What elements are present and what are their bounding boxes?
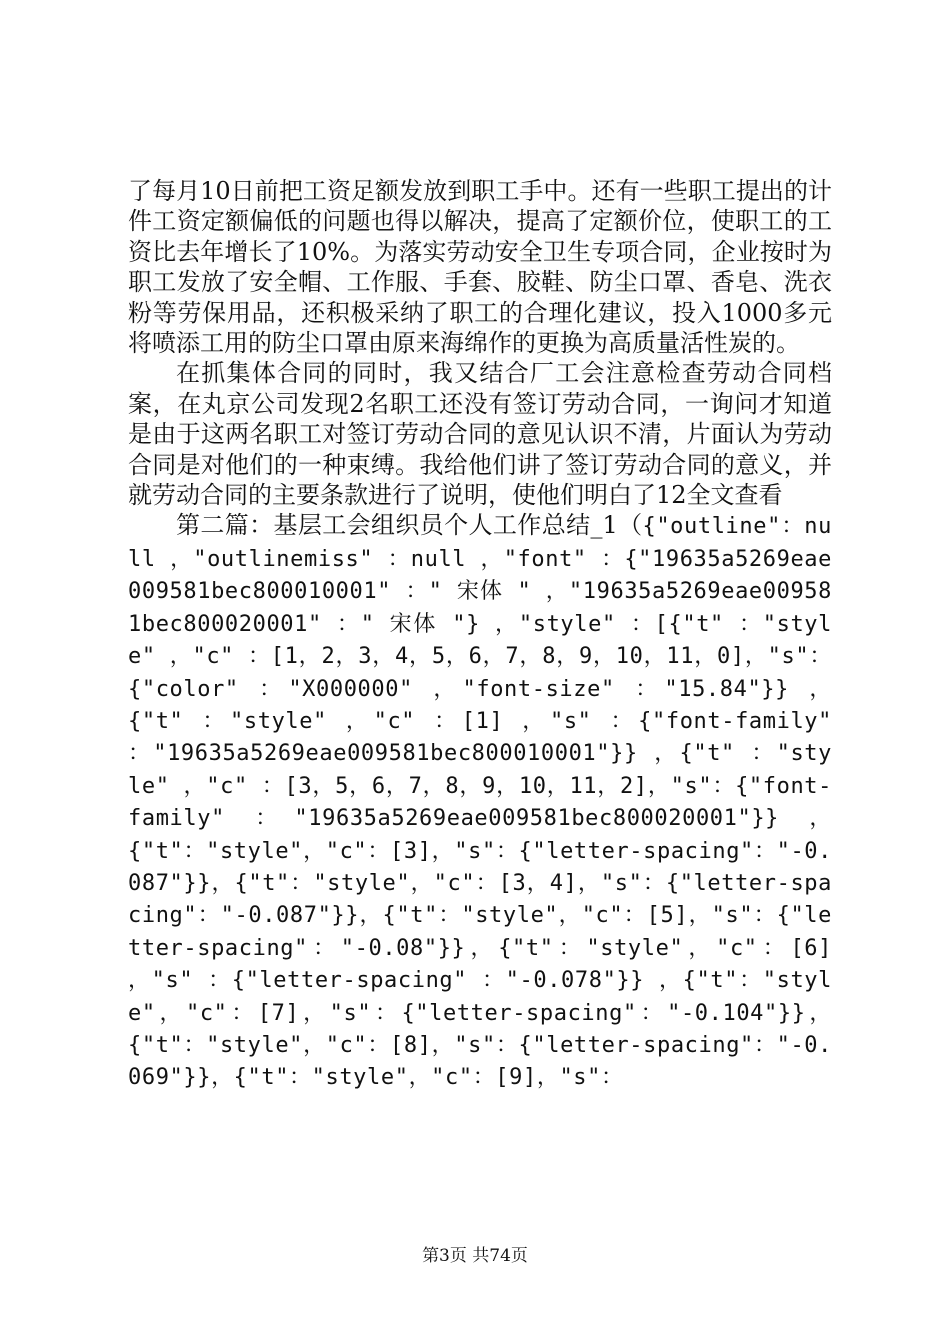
section-two-raw-json: {"outline"：null ，"outlinemiss" ：null ，"font" ：{"19635a5269eae009581bec800010001" ：" 宋体 " ，"19635a5269eae009581bec800020001" ：" 宋体 "} ，"style" ：[{"t" ："style" ，"c" ：[1，2，3，4，5，6，7，8，9，10，11，0]，"s"：{"color" ："X000000" ，"font-size" ："15.84"}} ，{"t" ："style" ，"c" ：[1] ，"s" ：{"font-family" ："19635a5269eae009581bec800010001"}} ，{"t" ："style" ，"c" ：[3，5，6，7，8，9，10，11，2]，"s"：{"font-family" ："19635a5269eae009581bec800020001"}} ，{"t"："style"，"c"：[3]，"s"：{"letter-spacing"："-0.087"}}，{"t"："style"，"c"：[3，4]，"s"：{"letter-spacing"："-0.087"}}，{"t"："style"，"c"：[5]，"s"：{"letter-spacing"："-0.08"}}，{"t"："style"，"c"：[6] ，"s" ：{"letter-spacing" ："-0.078"}} ，{"t"："style"，"c"：[7]，"s"：{"letter-spacing"："-0.104"}}，{"t"："style"，"c"：[8]，"s"：{"letter-spacing"："-0.069"}}，{"t"："style"，"c"：[9]，"s"： — [128, 514, 832, 1091]
document-body — [128, 176, 832, 1094]
paragraph-labor-contract: 在抓集体合同的同时，我又结合厂工会注意检查劳动合同档案，在丸京公司发现2名职工还没有签订劳动合同，一询问才知道是由于这两名职工对签订劳动合同的意见认识不清，片面认为劳动合同是对他们的一种束缚。我给他们讲了签订劳动合同的意义，并就劳动合同的主要条款进行了说明，使他们明白了12全文查看 — [128, 359, 832, 510]
section-two-title: 第二篇：基层工会组织员个人工作总结_1（ — [176, 511, 643, 540]
paragraph-wage-and-safety: 了每月10日前把工资足额发放到职工手中。还有一些职工提出的计件工资定额偏低的问题也得以解决，提高了定额价位，使职工的工资比去年增长了10%。为落实劳动安全卫生专项合同，企业按时为职工发放了安全帽、工作服、手套、胶鞋、防尘口罩、香皂、洗衣粉等劳保用品，还积极采纳了职工的合理化建议，投入1000多元将喷添工用的防尘口罩由原来海绵作的更换为高质量活性炭的。 — [128, 177, 832, 358]
paragraph-section-two — [128, 510, 832, 1093]
page-footer: 第3页 共74页 — [422, 1246, 528, 1266]
